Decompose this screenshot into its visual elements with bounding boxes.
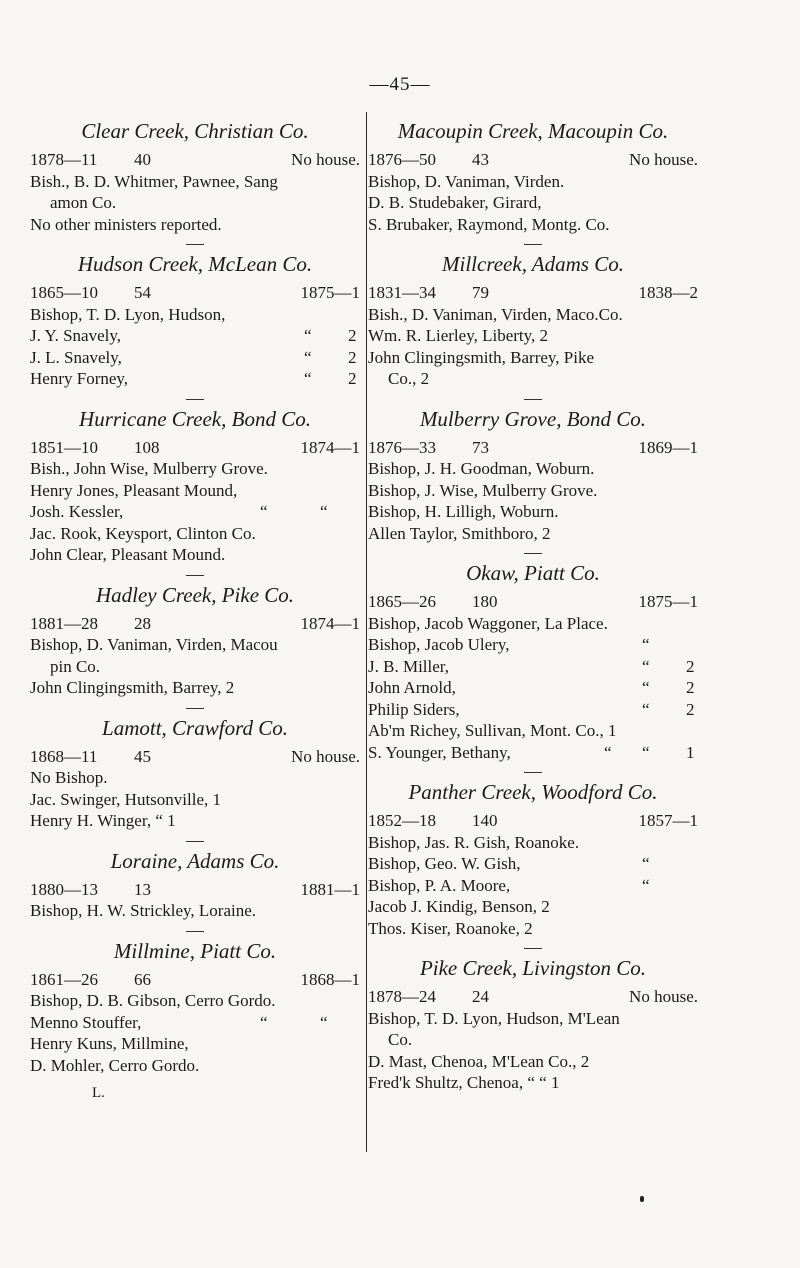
minister-line (30, 214, 360, 236)
organized-year: 1831—34 (368, 283, 436, 302)
minister-text: Ab'm Richey, Sullivan, Mont. Co., 1 (368, 721, 617, 740)
minister-line (368, 1051, 698, 1073)
ditto-mark: “ (260, 1012, 268, 1032)
congregation-stats (368, 282, 698, 304)
minister-text: Wm. R. Lierley, Liberty, 2 (368, 326, 549, 345)
congregation-stats (368, 986, 698, 1008)
congregation-heading: Hudson Creek, McLean Co. (77, 252, 313, 276)
minister-text: Jac. Rook, Keysport, Clinton Co. (30, 523, 256, 543)
minister-text: J. L. Snavely, (30, 347, 122, 367)
count-value: 2 (686, 699, 695, 719)
congregation-entry (368, 118, 698, 235)
minister-text: Menno Stouffer, (30, 1012, 142, 1032)
minister-text: Bishop, Jacob Ulery, (368, 635, 510, 654)
minister-line (30, 501, 360, 523)
congregation-heading: Loraine, Adams Co. (110, 848, 280, 873)
ditto-mark: “ (304, 326, 312, 345)
minister-text: Henry Jones, Pleasant Mound, (30, 480, 238, 500)
organized-year: 1876—33 (368, 437, 436, 457)
member-count: 28 (134, 613, 151, 633)
minister-text: Henry Kuns, Millmine, (30, 1034, 189, 1053)
congregation-entry (30, 931, 360, 1077)
minister-line (368, 1029, 698, 1051)
left-column (30, 118, 360, 1102)
organized-year: 1861—26 (30, 969, 98, 989)
minister-text: amon Co. (50, 193, 117, 212)
minister-line (30, 458, 360, 480)
minister-text: John Arnold, (368, 678, 456, 697)
minister-line (368, 656, 698, 678)
minister-text: Jac. Swinger, Hutsonville, 1 (30, 789, 222, 809)
minister-line (368, 325, 698, 347)
separator-rule (186, 244, 204, 245)
minister-line (368, 896, 698, 918)
ditto-mark: “ (642, 742, 650, 762)
minister-text: Thos. Kiser, Roanoke, 2 (368, 918, 533, 938)
congregation-entry (30, 708, 360, 832)
count-value: 2 (348, 326, 357, 345)
minister-text: S. Younger, Bethany, (368, 742, 511, 762)
signature-footer: L. (92, 1085, 105, 1101)
house-year: 1874—1 (300, 437, 360, 457)
organized-year: 1851—10 (30, 437, 98, 457)
minister-text: J. B. Miller, (368, 656, 450, 676)
minister-line (30, 1033, 360, 1055)
minister-text: Allen Taylor, Smithboro, 2 (368, 523, 551, 543)
member-count: 180 (472, 592, 498, 611)
minister-text: Bishop, P. A. Moore, (368, 875, 511, 895)
minister-line (30, 347, 360, 369)
minister-line (368, 347, 698, 369)
separator-rule (186, 708, 204, 709)
ditto-mark: “ (320, 1012, 328, 1032)
minister-text: D. B. Studebaker, Girard, (368, 193, 542, 212)
minister-line (368, 720, 698, 742)
minister-line (368, 613, 698, 635)
ditto-mark: “ (642, 635, 650, 654)
minister-line (368, 523, 698, 545)
count-value: 2 (686, 678, 695, 697)
right-column (368, 118, 698, 1103)
congregation-stats (30, 879, 360, 901)
organized-year: 1878—24 (368, 987, 436, 1006)
separator-rule (524, 399, 542, 400)
minister-line (368, 1008, 698, 1030)
minister-line (368, 918, 698, 940)
minister-line (368, 171, 698, 193)
minister-line (368, 1072, 698, 1094)
minister-line (30, 523, 360, 545)
minister-line (30, 789, 360, 811)
separator-rule (186, 841, 204, 842)
separator-rule (524, 948, 542, 949)
minister-line (368, 214, 698, 236)
minister-text: Josh. Kessler, (30, 502, 124, 521)
congregation-entry (30, 244, 360, 390)
congregation-stats (30, 969, 360, 991)
organized-year: 1868—11 (30, 746, 98, 766)
ditto-mark: “ (320, 502, 328, 521)
house-year: 1869—1 (638, 437, 698, 457)
house-year: 1875—1 (300, 283, 360, 302)
congregation-entry (368, 948, 698, 1094)
separator-rule (186, 399, 204, 400)
ditto-mark: “ (642, 875, 650, 895)
minister-text: J. Y. Snavely, (30, 326, 121, 345)
house-year: No house. (291, 150, 360, 169)
minister-line (30, 325, 360, 347)
house-year: 1857—1 (638, 811, 698, 830)
organized-year: 1865—10 (30, 283, 98, 302)
congregation-entry (368, 399, 698, 545)
organized-year: 1852—18 (368, 811, 436, 830)
separator-rule (186, 931, 204, 932)
minister-line (368, 853, 698, 875)
minister-line (30, 656, 360, 678)
house-year: No house. (291, 746, 360, 766)
minister-line (30, 192, 360, 214)
congregation-entry (368, 772, 698, 939)
minister-text: Bishop, T. D. Lyon, Hudson, M'Lean (368, 1008, 620, 1028)
congregation-entry (368, 553, 698, 763)
house-year: 1868—1 (300, 969, 360, 989)
minister-line (368, 832, 698, 854)
minister-text: Bishop, T. D. Lyon, Hudson, (30, 304, 226, 324)
congregation-heading: Okaw, Piatt Co. (466, 561, 600, 585)
ditto-mark: “ (304, 369, 312, 388)
minister-line (368, 699, 698, 721)
separator-rule (186, 575, 204, 576)
minister-line (30, 900, 360, 922)
organized-year: 1880—13 (30, 879, 98, 899)
organized-year: 1881—28 (30, 613, 98, 633)
congregation-stats (30, 613, 360, 635)
minister-line (30, 810, 360, 832)
count-value: 2 (686, 656, 695, 676)
minister-text: Bishop, D. Vaniman, Virden. (368, 171, 565, 191)
house-year: 1838—2 (638, 283, 698, 302)
minister-text: Bishop, D. B. Gibson, Cerro Gordo. (30, 991, 276, 1010)
minister-text: Bishop, Geo. W. Gish, (368, 854, 521, 873)
member-count: 40 (134, 150, 151, 169)
congregation-heading: Mulberry Grove, Bond Co. (419, 406, 647, 431)
congregation-heading: Panther Creek, Woodford Co. (408, 780, 658, 804)
minister-text: Bishop, J. H. Goodman, Woburn. (368, 459, 595, 478)
congregation-stats (368, 149, 698, 171)
count-value: 2 (348, 369, 357, 388)
ditto-mark: “ (260, 502, 268, 521)
congregation-entry (30, 399, 360, 566)
minister-text: pin Co. (50, 656, 101, 676)
house-year: 1874—1 (300, 613, 360, 633)
ditto-mark: “ (642, 699, 650, 719)
minister-line (30, 171, 360, 193)
congregation-heading: Millmine, Piatt Co. (113, 938, 277, 963)
member-count: 13 (134, 879, 151, 899)
minister-line (368, 501, 698, 523)
organized-year: 1865—26 (368, 592, 436, 611)
minister-text: Bishop, H. Lilligh, Woburn. (368, 502, 559, 521)
minister-text: No other ministers reported. (30, 214, 222, 234)
separator-rule (524, 553, 542, 554)
minister-line (368, 742, 698, 764)
separator-rule (524, 772, 542, 773)
congregation-entry (30, 118, 360, 235)
organized-year: 1876—50 (368, 150, 436, 169)
count-value: 2 (348, 347, 357, 367)
minister-text: Jacob J. Kindig, Benson, 2 (368, 897, 550, 916)
congregation-heading: Hurricane Creek, Bond Co. (79, 406, 311, 431)
ditto-mark: “ (304, 347, 312, 367)
minister-text: Co. (388, 1030, 413, 1049)
member-count: 24 (472, 987, 489, 1006)
column-divider (366, 112, 367, 1152)
minister-text: D. Mast, Chenoa, M'Lean Co., 2 (368, 1051, 590, 1071)
congregation-heading: Pike Creek, Livingston Co. (419, 956, 647, 980)
house-year: No house. (629, 987, 698, 1006)
minister-text: John Clingingsmith, Barrey, 2 (30, 678, 235, 697)
congregation-heading: Macoupin Creek, Macoupin Co. (397, 119, 669, 143)
congregation-stats (368, 591, 698, 613)
minister-text: Henry Forney, (30, 369, 129, 388)
house-year: 1875—1 (638, 592, 698, 611)
minister-text: John Clingingsmith, Barrey, Pike (368, 347, 595, 367)
minister-text: Bishop, J. Wise, Mulberry Grove. (368, 480, 598, 500)
congregation-stats (30, 149, 360, 171)
congregation-entry (30, 841, 360, 922)
minister-line (30, 990, 360, 1012)
ditto-mark: “ (604, 742, 612, 762)
minister-text: Bish., B. D. Whitmer, Pawnee, Sang (30, 171, 278, 191)
congregation-entry (368, 244, 698, 390)
ditto-mark: “ (642, 854, 650, 873)
member-count: 140 (472, 811, 498, 830)
house-year: No house. (629, 150, 698, 169)
minister-line (30, 767, 360, 789)
minister-text: D. Mohler, Cerro Gordo. (30, 1055, 200, 1075)
minister-text: Bish., John Wise, Mulberry Grove. (30, 459, 268, 478)
minister-line (30, 1012, 360, 1034)
congregation-stats (368, 810, 698, 832)
congregation-heading: Hadley Creek, Pike Co. (95, 582, 295, 607)
count-value: 1 (686, 742, 695, 762)
minister-text: Bish., D. Vaniman, Virden, Maco.Co. (368, 304, 623, 324)
minister-line (30, 480, 360, 502)
member-count: 43 (472, 150, 489, 169)
congregation-stats (368, 437, 698, 459)
minister-text: S. Brubaker, Raymond, Montg. Co. (368, 214, 610, 234)
minister-line (30, 677, 360, 699)
minister-line (30, 634, 360, 656)
minister-text: Bishop, Jacob Waggoner, La Place. (368, 613, 608, 633)
minister-line (30, 304, 360, 326)
member-count: 45 (134, 746, 151, 766)
minister-text: Bishop, D. Vaniman, Virden, Macou (30, 635, 278, 654)
minister-text: No Bishop. (30, 768, 108, 787)
minister-line (368, 368, 698, 390)
congregation-heading: Clear Creek, Christian Co. (81, 119, 309, 143)
minister-text: Bishop, Jas. R. Gish, Roanoke. (368, 832, 580, 852)
separator-rule (524, 244, 542, 245)
congregation-stats (30, 746, 360, 768)
minister-text: Fred'k Shultz, Chenoa, “ “ 1 (368, 1073, 560, 1092)
congregation-heading: Lamott, Crawford Co. (102, 715, 288, 740)
minister-text: Philip Siders, (368, 699, 460, 719)
page-number: —45— (369, 74, 431, 95)
minister-text: Bishop, H. W. Strickley, Loraine. (30, 901, 257, 920)
house-year: 1881—1 (300, 879, 360, 899)
minister-line (368, 480, 698, 502)
minister-line (30, 368, 360, 390)
minister-line (30, 544, 360, 566)
organized-year: 1878—11 (30, 150, 98, 169)
minister-text: Henry H. Winger, “ 1 (30, 811, 176, 830)
minister-text: John Clear, Pleasant Mound. (30, 545, 226, 564)
congregation-entry (30, 575, 360, 699)
ditto-mark: “ (642, 678, 650, 697)
minister-line (368, 458, 698, 480)
minister-text: Co., 2 (388, 369, 430, 388)
congregation-stats (30, 437, 360, 459)
ink-dot (640, 1196, 644, 1202)
minister-line (30, 1055, 360, 1077)
congregation-heading: Millcreek, Adams Co. (442, 252, 624, 276)
minister-line (368, 634, 698, 656)
member-count: 108 (134, 437, 160, 457)
minister-line (368, 192, 698, 214)
minister-line (368, 677, 698, 699)
member-count: 79 (472, 283, 489, 302)
minister-line (368, 875, 698, 897)
member-count: 73 (472, 437, 489, 457)
congregation-stats (30, 282, 360, 304)
member-count: 54 (134, 283, 151, 302)
member-count: 66 (134, 969, 151, 989)
ditto-mark: “ (642, 656, 650, 676)
minister-line (368, 304, 698, 326)
